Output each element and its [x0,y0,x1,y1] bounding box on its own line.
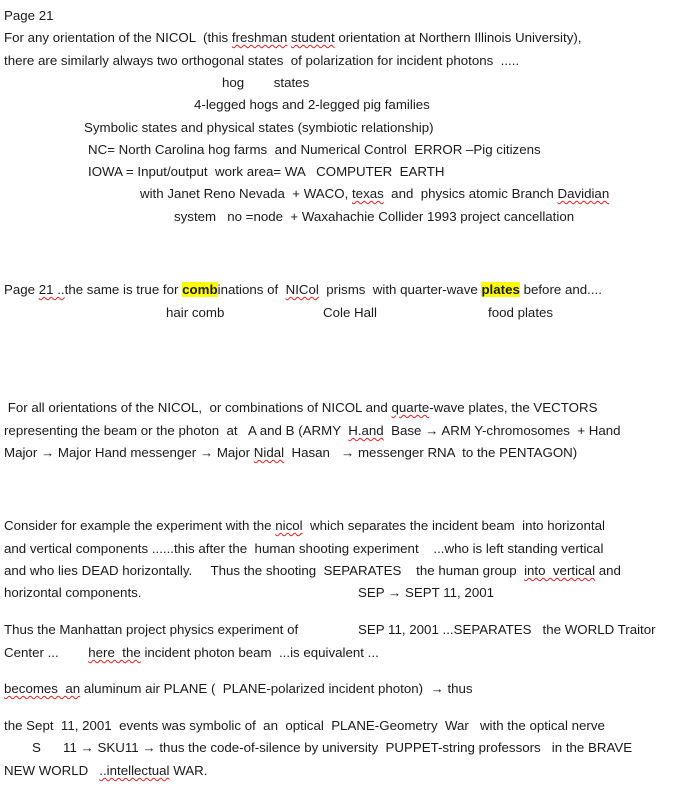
text-line: and vertical components ......this after the human shooting experiment ...who is left standing vertical [4,541,604,556]
text-line: 4-legged hogs and 2-legged pig families [194,97,430,112]
spelling-flag: texas [351,186,384,201]
highlighted-text: plates [481,282,520,297]
text-line: For any orientation of the NICOL (this freshman student orientation at Northern Illinois University), [4,30,582,45]
spelling-flag: nicol [275,518,303,533]
text-line: Major → Major Hand messenger → Major Nidal Hasan → messenger RNA to the PENTAGON) [4,445,578,460]
text-line: system no =node + Waxahachie Collider 1993 project cancellation [174,209,575,224]
text-line: NC= North Carolina hog farms and Numerical Control ERROR –Pig citizens [88,142,541,157]
text-line: and who lies DEAD horizontally. Thus the shooting SEPARATES the human group into vertical and [4,563,621,578]
annotation-label: hair comb [166,305,225,320]
text-line: there are similarly always two orthogonal states of polarization for incident photons ..... [4,53,520,68]
spelling-flag: H.and [348,423,384,438]
text-line: For all orientations of the NICOL, or combinations of NICOL and quarte-wave plates, the VECTORS [4,400,598,415]
text-line: Thus the Manhattan project physics experiment of [4,622,299,637]
spelling-flag: into vertical [524,563,596,578]
text-line: becomes an aluminum air PLANE ( PLANE-polarized incident photon) → thus [4,681,473,696]
text-line: IOWA = Input/output work area= WA COMPUTER EARTH [88,164,445,179]
text-line: with Janet Reno Nevada + WACO, texas and physics atomic Branch Davidian [140,186,610,201]
text-line: SEP 11, 2001 ...SEPARATES the WORLD Traitor [358,622,656,637]
text-line: Page 21 ..the same is true for combinations of NICol prisms with quarter-wave plates before and.... [4,282,602,297]
spelling-flag: quarte [391,400,430,415]
text-line: Center ... here the incident photon beam ...is equivalent ... [4,645,379,660]
text-line: NEW WORLD ..intellectual WAR. [4,763,208,778]
text-line: hog states [222,75,310,90]
spelling-flag: becomes an [4,681,81,696]
spelling-flag: NICol [285,282,319,297]
text-line: Consider for example the experiment with the nicol which separates the incident beam into horizontal [4,518,605,533]
text-line: S 11 → SKU11 → thus the code-of-silence by university PUPPET-string professors in the BRAVE [32,740,633,755]
text-line: SEP → SEPT 11, 2001 [358,585,495,600]
page-heading: Page 21 [4,8,54,23]
spelling-flag: student [291,30,335,45]
highlighted-text: comb [182,282,218,297]
annotation-label: food plates [488,305,554,320]
spelling-flag: ..intellectual [99,763,170,778]
text-line: representing the beam or the photon at A and B (ARMY H.and Base → ARM Y-chromosomes + Hand [4,423,621,438]
spelling-flag: Davidian [557,186,610,201]
text-line: horizontal components. [4,585,142,600]
spelling-flag: Nidal [253,445,285,460]
text-line: the Sept 11, 2001 events was symbolic of an optical PLANE-Geometry War with the optical nerve [4,718,605,733]
text-line: Symbolic states and physical states (symbiotic relationship) [84,120,434,135]
spelling-flag: 21 .. [38,282,65,297]
annotation-label: Cole Hall [323,305,377,320]
spelling-flag: freshman [231,30,288,45]
spelling-flag: here the [88,645,141,660]
